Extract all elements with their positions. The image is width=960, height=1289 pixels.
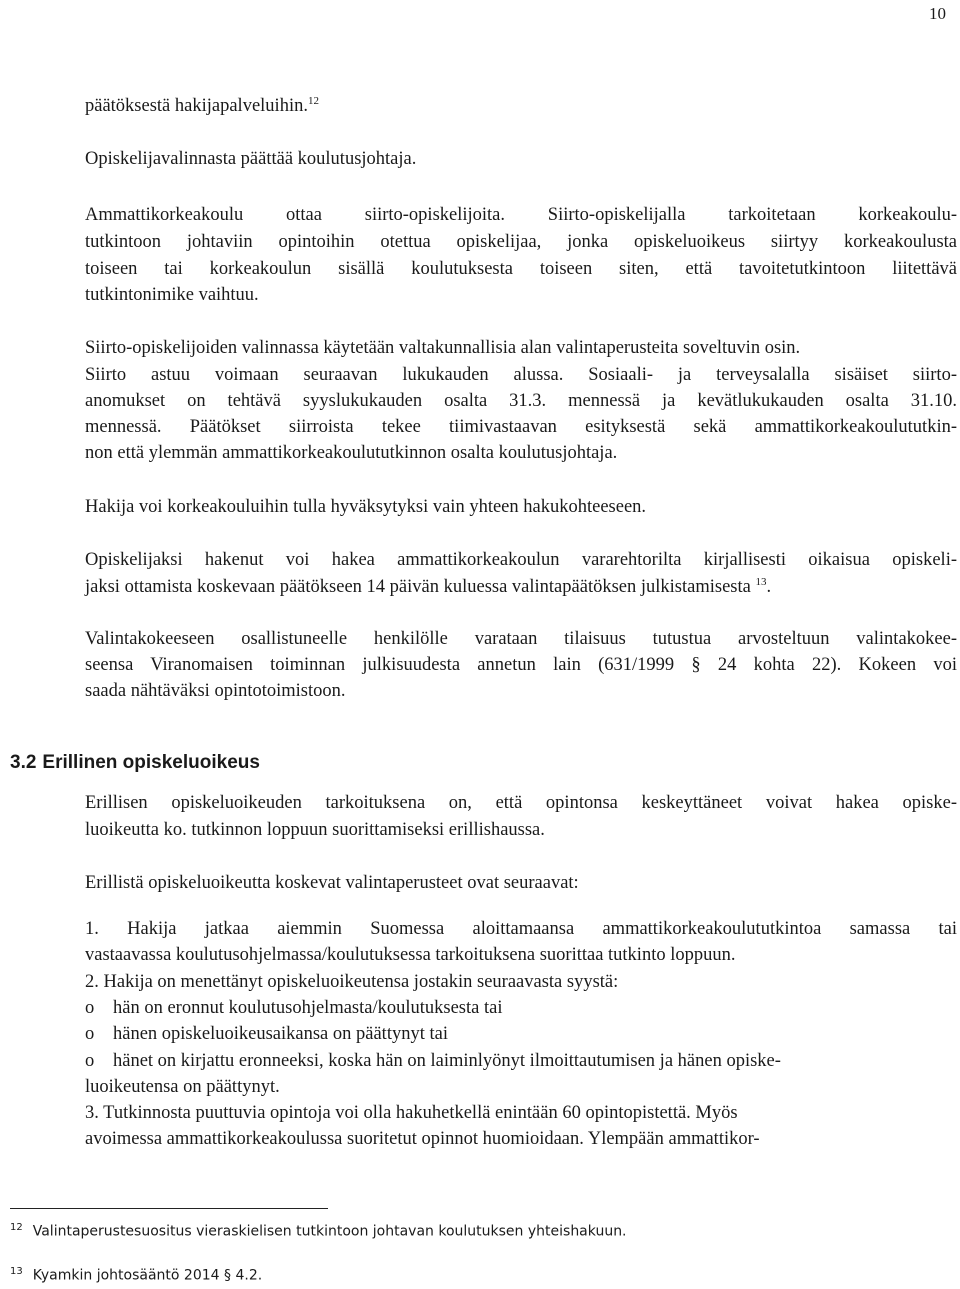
exam-line-3: saada nähtäväksi opintotoimistoon. <box>85 681 346 701</box>
footnote-ref-13: 13 <box>755 575 767 588</box>
selection-line-1: Siirto-opiskelijoiden valinnassa käytetään valtakunnallisia alan valintaperusteita soveltuvin osin. <box>85 338 801 358</box>
criteria-item-2: 2. Hakija on menettänyt opiskeluoikeutensa jostakin seuraavasta syystä: <box>85 972 619 992</box>
appeal-line-2-end: . <box>766 577 772 597</box>
footnote-text: Kyamkin johtosääntö 2014 § 4.2. <box>32 1267 263 1284</box>
footnote-number: 13 <box>10 1266 23 1277</box>
appeal-line-2-text: jaksi ottamista koskevaan päätökseen 14 päivän kuluessa valintapäätöksen julkistamisesta <box>85 577 751 597</box>
selection-line-5: non että ylemmän ammattikorkeakoulututkinnon osalta koulutusjohtaja. <box>85 443 618 463</box>
criteria-item-1-line-2: vastaavassa koulutusohjelmassa/koulutuksessa tarkoituksena suorittaa tutkinto loppuun. <box>85 945 736 965</box>
criteria-bullet-3 <box>85 1048 957 1074</box>
transfer-line-4: tutkintonimike vaihtuu. <box>85 285 259 305</box>
footnote-13 <box>10 1266 262 1284</box>
transfer-line-2: tutkintoon johtaviin opintoihin otettua opiskelijaa, jonka opiskeluoikeus siirtyy korkeakoulusta <box>85 232 957 252</box>
footnote-text: Valintaperustesuositus vieraskielisen tutkintoon johtavan koulutuksen yhteishakuun. <box>32 1223 627 1240</box>
single-target-paragraph: Hakija voi korkeakouluihin tulla hyväksytyksi vain yhteen hakukohteeseen. <box>85 497 647 517</box>
appeal-line-2 <box>85 574 957 600</box>
criteria-item-1-line-1: 1. Hakija jatkaa aiemmin Suomessa aloittamaansa ammattikorkeakoulututkintoa samassa tai <box>85 919 957 939</box>
section-number: 3.2 <box>10 752 37 773</box>
separate-line-1: Erillisen opiskeluoikeuden tarkoituksena on, että opintonsa keskeyttäneet voivat hakea opiske- <box>85 793 957 813</box>
footnote-12 <box>10 1222 627 1240</box>
bullet-marker: o <box>85 998 95 1018</box>
bullet-marker: o <box>85 1024 95 1044</box>
criteria-item-3-line-2: avoimessa ammattikorkeakoulussa suoritetut opinnot huomioidaan. Ylempään ammattikor- <box>85 1129 760 1149</box>
appeal-line-1: Opiskelijaksi hakenut voi hakea ammattikorkeakoulun vararehtorilta kirjallisesti oikaisua opiskeli- <box>85 550 957 570</box>
footnote-ref-12: 12 <box>307 94 319 107</box>
bullet-text: hänet on kirjattu eronneeksi, koska hän on laiminlyönyt ilmoittautumisen ja hänen opiske- <box>113 1051 781 1071</box>
footnote-number: 12 <box>10 1222 23 1233</box>
bullet-text: hänen opiskeluoikeusaikansa on päättynyt tai <box>113 1024 448 1044</box>
section-heading <box>10 752 260 774</box>
exam-line-2: seensa Viranomaisen toiminnan julkisuudesta annetun lain (631/1999 § 24 kohta 22). Kokeen voi <box>85 655 957 675</box>
transfer-line-3: toiseen tai korkeakoulun sisällä koulutuksesta toiseen siten, että tavoitetutkintoon liitettävä <box>85 259 957 279</box>
footnote-divider <box>10 1208 328 1209</box>
criteria-bullet-2 <box>85 1021 957 1047</box>
intro-text: päätöksestä hakijapalveluihin. <box>85 96 308 116</box>
exam-line-1: Valintakokeeseen osallistuneelle henkilölle varataan tilaisuus tutustua arvosteltuun valintakokee- <box>85 629 957 649</box>
criteria-bullet-3-line-2: luoikeutensa on päättynyt. <box>85 1077 280 1097</box>
selection-line-2: Siirto astuu voimaan seuraavan lukukauden alussa. Sosiaali- ja terveysalalla sisäiset siirto- <box>85 365 957 385</box>
criteria-item-3-line-1: 3. Tutkinnosta puuttuvia opintoja voi olla hakuhetkellä enintään 60 opintopistettä. Myös <box>85 1103 738 1123</box>
criteria-intro: Erillistä opiskeluoikeutta koskevat valintaperusteet ovat seuraavat: <box>85 873 579 893</box>
separate-line-2: luoikeutta ko. tutkinnon loppuun suorittamiseksi erillishaussa. <box>85 820 545 840</box>
criteria-bullet-1 <box>85 995 957 1021</box>
section-title: Erillinen opiskeluoikeus <box>42 752 260 773</box>
transfer-line-1: Ammattikorkeakoulu ottaa siirto-opiskelijoita. Siirto-opiskelijalla tarkoitetaan korkeakoulu- <box>85 205 957 225</box>
selection-line-4: mennessä. Päätökset siirroista tekee tiimivastaavan esityksestä sekä ammattikorkeakoulututkin- <box>85 417 957 437</box>
intro-paragraph-1 <box>85 93 957 119</box>
page-number: 10 <box>929 4 946 23</box>
selection-line-3: anomukset on tehtävä syyslukukauden osalta 31.3. mennessä ja kevätlukukauden osalta 31.10. <box>85 391 957 411</box>
bullet-text: hän on eronnut koulutusohjelmasta/koulutuksesta tai <box>113 998 503 1018</box>
bullet-marker: o <box>85 1051 95 1071</box>
intro-paragraph-2: Opiskelijavalinnasta päättää koulutusjohtaja. <box>85 149 417 169</box>
